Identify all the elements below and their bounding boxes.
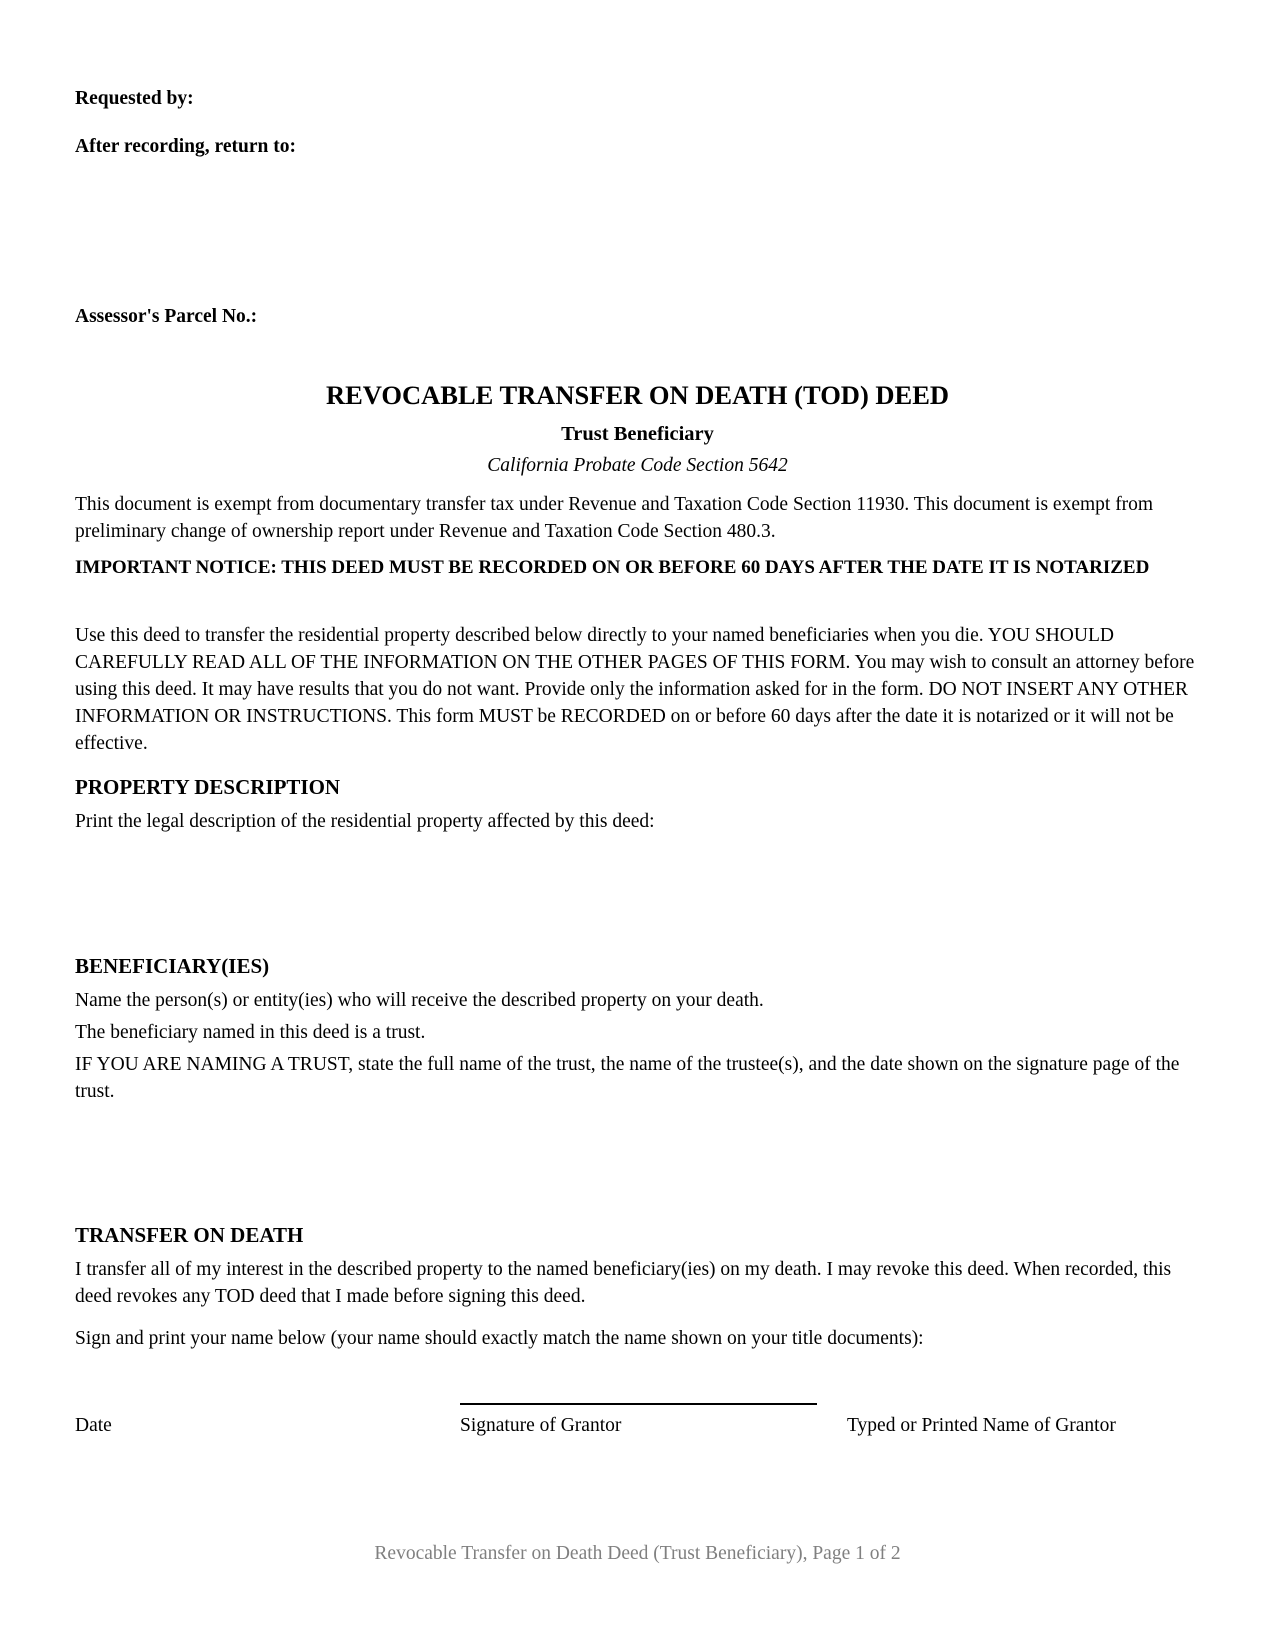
signature-line [460,1403,817,1405]
tax-exemption-paragraph: This document is exempt from documentary transfer tax under Revenue and Taxation Code Section 11930. This document is exempt from preliminary change of ownership report under Revenue and Taxation Code Section 480.3. [75,494,1154,542]
return-to-label: After recording, return to: [75,136,296,157]
deed-page [75,0,1200,1650]
beneficiaries-line-3: IF YOU ARE NAMING A TRUST, state the full name of the trust, the name of the trustee(s), and the date shown on the signature page of the trust. [75,1054,1180,1102]
transfer-on-death-text: I transfer all of my interest in the described property to the named beneficiary(ies) on my death. I may revoke this deed. When recorded, this deed revokes any TOD deed that I made before signing this deed. [75,1259,1172,1307]
document-subtitle: Trust Beneficiary [561,423,714,445]
printed-name-of-grantor-label: Typed or Printed Name of Grantor [847,1415,1116,1436]
sign-prompt: Sign and print your name below (your name should exactly match the name shown on your title documents): [75,1328,924,1349]
signature-of-grantor-label: Signature of Grantor [460,1415,622,1436]
beneficiaries-heading: BENEFICIARY(IES) [75,954,270,978]
requested-by-label: Requested by: [75,88,194,109]
instructions-paragraph: Use this deed to transfer the residential property described below directly to your named beneficiaries when you die. YOU SHOULD CAREFULLY READ ALL OF THE INFORMATION ON THE OTHER PAGES OF THIS FORM. You may wish to consult an attorney before using this deed. It may have results that you do not want. Provide only the information asked for in the form. DO NOT INSERT ANY OTHER INFORMATION OR INSTRUCTIONS. This form MUST be RECORDED on or before 60 days after the date it is notarized or it will not be effective. [75,625,1195,754]
important-notice: IMPORTANT NOTICE: THIS DEED MUST BE RECORDED ON OR BEFORE 60 DAYS AFTER THE DATE IT IS NOTARIZED [75,557,1150,578]
beneficiaries-line-1: Name the person(s) or entity(ies) who will receive the described property on your death. [75,990,764,1011]
parcel-number-label: Assessor's Parcel No.: [75,306,258,327]
property-description-prompt: Print the legal description of the residential property affected by this deed: [75,811,655,832]
probate-code-reference: California Probate Code Section 5642 [487,455,788,476]
page-footer: Revocable Transfer on Death Deed (Trust Beneficiary), Page 1 of 2 [374,1543,901,1564]
property-description-heading: PROPERTY DESCRIPTION [75,775,341,799]
beneficiaries-line-2: The beneficiary named in this deed is a trust. [75,1022,426,1043]
transfer-on-death-heading: TRANSFER ON DEATH [75,1223,304,1247]
document-title: REVOCABLE TRANSFER ON DEATH (TOD) DEED [325,380,950,410]
date-label: Date [75,1415,112,1436]
